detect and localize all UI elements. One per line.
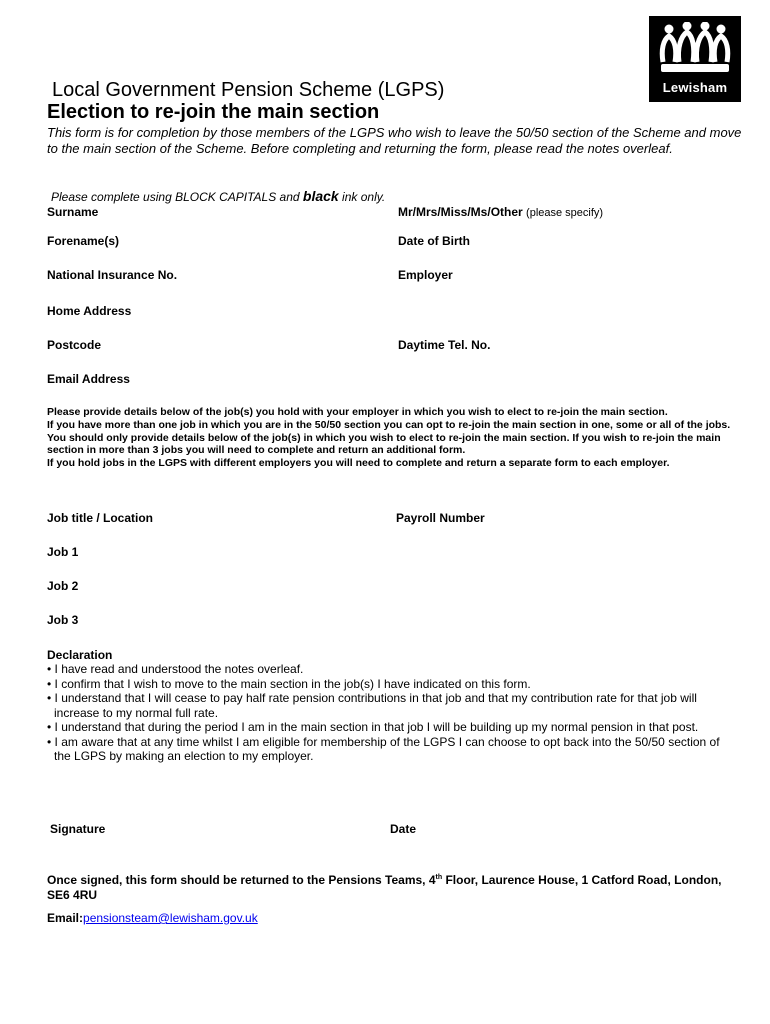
jobs-instructions [47,406,737,470]
payroll-header: Payroll Number [396,511,485,525]
instruction-text: Please complete using BLOCK CAPITALS and black ink only. [51,188,386,204]
return-address: Once signed, this form should be returned to the Pensions Teams, 4th Floor, Laurence House, 1 Catford Road, London, SE6 4RU [47,873,722,902]
logo-text: Lewisham [662,80,728,95]
intro-text: This form is for completion by those members of the LGPS who wish to leave the 50/50 section of the Scheme and move to the main section of the Scheme. Before completing and returning the form, please read the notes overleaf. [47,125,742,156]
postcode-label: Postcode [47,338,102,352]
declaration-item: • I am aware that at any time whilst I am eligible for membership of the LGPS I can choose to opt back into the 50/50 section of the LGPS by making an election to my employer. [47,734,720,763]
email-label: Email Address [47,372,130,386]
dob-label: Date of Birth [398,234,470,248]
form-subtitle: Election to re-join the main section [47,101,380,123]
signature-label: Signature [50,822,106,836]
job-row-3: Job 3 [47,613,79,627]
job-title-header: Job title / Location [47,511,154,525]
jobs-instruction-2: If you have more than one job in which you are in the 50/50 section you can opt to re-join the main section in one, some or all of the jobs. You should only provide details below of the job(s) in which you wish to elect to re-join the main section. If you wish to re-join the main section in more than 3 jobs you will need to complete and return an additional form. [47,418,731,457]
declaration-item: • I have read and understood the notes overleaf. [47,662,304,676]
contact-email: Email:pensionsteam@lewisham.gov.uk [47,911,258,925]
lewisham-logo [649,16,741,102]
date-label: Date [390,822,417,836]
surname-label: Surname [47,205,99,219]
jobs-instruction-3: If you hold jobs in the LGPS with different employers you will need to complete and return a separate form to each employer. [47,457,670,470]
form-title: Local Government Pension Scheme (LGPS) [52,79,445,101]
declaration-title: Declaration [47,648,113,662]
crown-icon [657,22,733,78]
title-label: Mr/Mrs/Miss/Ms/Other (please specify) [398,205,604,219]
address-label: Home Address [47,304,132,318]
job-row-2: Job 2 [47,579,79,593]
declaration-list [47,662,737,764]
job-row-1: Job 1 [47,545,79,559]
employer-label: Employer [398,268,453,282]
tel-label: Daytime Tel. No. [398,338,491,352]
declaration-item: • I confirm that I wish to move to the main section in the job(s) I have indicated on this form. [47,676,531,691]
declaration-item: • I understand that I will cease to pay half rate pension contributions in that job and that my contribution rate for that job will increase to my normal full rate. [47,691,697,720]
declaration-item: • I understand that during the period I am in the main section in that job I will be building up my normal pension in that post. [47,720,699,734]
email-link[interactable]: pensionsteam@lewisham.gov.uk [83,911,258,925]
forenames-label: Forename(s) [47,234,120,248]
jobs-instruction-1: Please provide details below of the job(s) you hold with your employer in which you wish to elect to re-join the main section. [47,406,668,418]
ni-label: National Insurance No. [47,268,178,282]
